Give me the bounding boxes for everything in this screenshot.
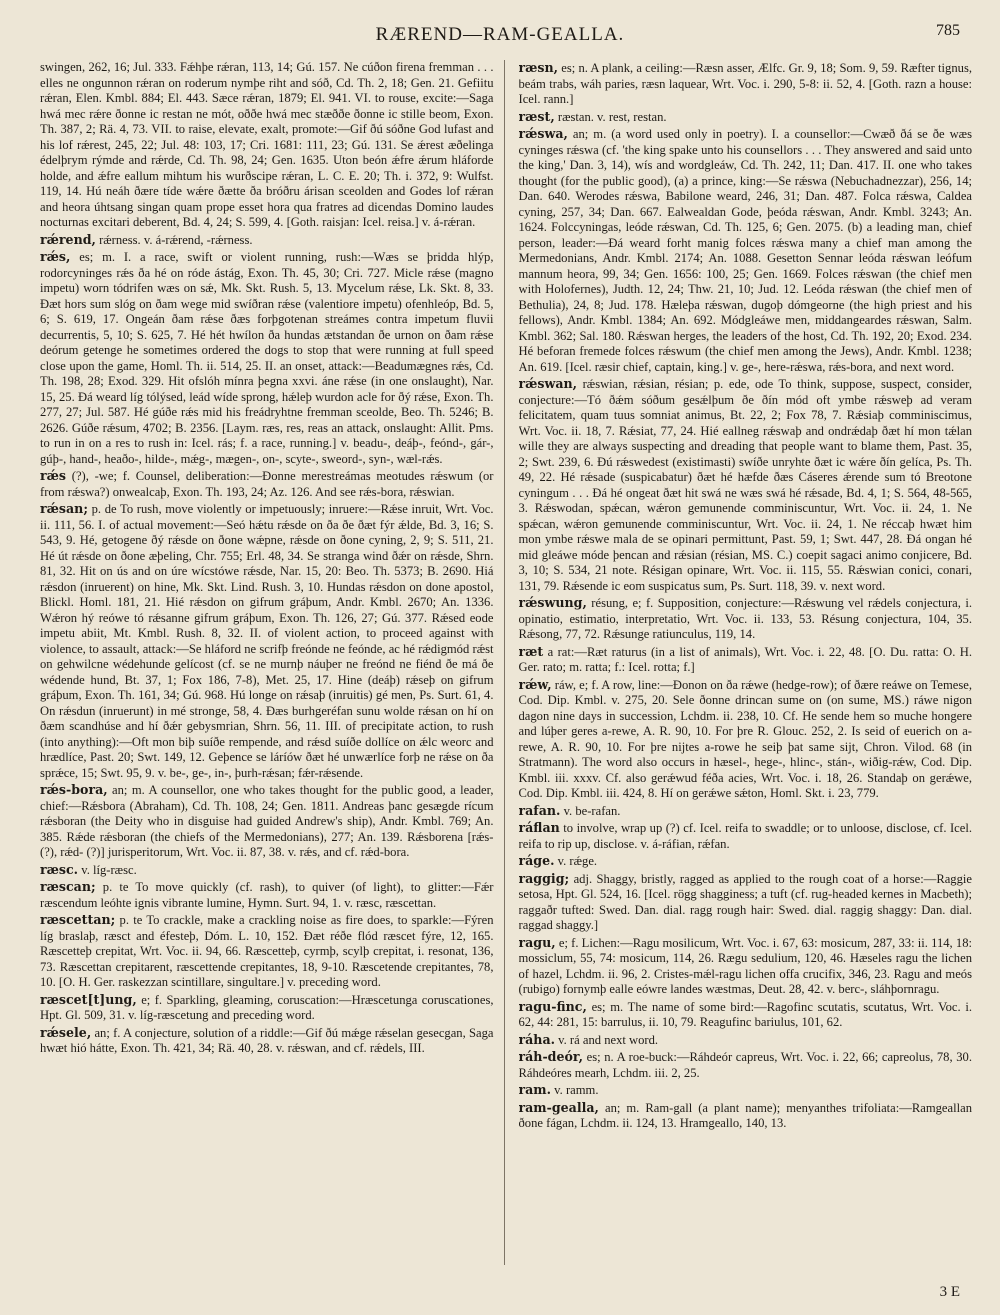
dictionary-entry xyxy=(40,992,494,1024)
entry-headword: rǽsele, xyxy=(40,1024,92,1040)
dictionary-entry xyxy=(40,501,494,781)
entry-headword: rǽswa, xyxy=(518,126,568,141)
entry-text: v. ramm. xyxy=(554,1083,599,1097)
page-header xyxy=(40,20,960,48)
dictionary-entry xyxy=(519,126,973,375)
entry-text: résung, e; f. Supposition, conjecture:—Rǽswung vel rǽdels conjectura, i. opinatio, estimatio, interpretatio, Wrt. Voc. ii. 133, 53. Résung conjectura, 104, 35. Rǽsong, 77, 72. Rǽsunge ratiunculus, 119, 14. xyxy=(518,596,972,641)
dictionary-entry xyxy=(519,871,973,934)
entry-headword: raggig; xyxy=(518,870,570,886)
entry-text: e; f. Sparkling, gleaming, coruscation:—Hræscetunga coruscationes, Hpt. Gl. 509, 31. v. líg-ræscetung and preceding word. xyxy=(40,992,494,1022)
entry-headword: rafan. xyxy=(518,802,561,818)
entry-text: p. te To crackle, make a crackling noise as fire does, to sparkle:—Fýren líg braslaþ, ræsct and éfesteþ, Dóm. L. 10, 152. Ðæt réðe flód ræscet fýre, 12, 165. Ræscetteþ crepitat, Wrt. Voc. ii. 94, 66. Ræscetteþ, cyrmþ, scylþ crepitat, i. resonat, 136, 73. Ræscettan crepitarent, ræscettende crepitantes, 18, 9-10. Ræscetende crepitantes, 78, 10. [O. H. Ger. raskezzan scintillare, singultare.] v. preceding word. xyxy=(40,913,494,989)
entry-text: v. rǽge. xyxy=(557,854,598,868)
entry-headword: ræscettan; xyxy=(40,912,116,927)
entry-headword: rǽs xyxy=(40,468,67,483)
entry-headword: ræst, xyxy=(518,108,555,124)
dictionary-entry xyxy=(519,595,973,643)
entry-text: p. te To move quickly (cf. rash), to quiver (of light), to glitter:—Fǽr ræscendum leóhte ignis vibrante lumine, Hymn. Surt. 94, 1. v. ræsc, ræscettan. xyxy=(40,880,494,910)
dictionary-entry xyxy=(519,677,973,802)
dictionary-entry xyxy=(519,1049,973,1081)
entry-text: rǽrness. v. á-rǽrend, -rǽrness. xyxy=(99,232,253,247)
entry-text: an; f. A conjecture, solution of a riddle:—Gif ðú mǽge rǽselan gesecgan, Saga hwæt hió hátte, Exon. Th. 421, 34; Rä. 40, 28. v. rǽswan, and cf. rǽdels, III. xyxy=(40,1025,494,1055)
entry-text: es; n. A roe-buck:—Ráhdeór capreus, Wrt. Voc. i. 22, 66; capreolus, 78, 30. Ráhdeóres mearh, Lchdm. iii. 2, 25. xyxy=(518,1050,972,1080)
entry-text: v. be-rafan. xyxy=(563,803,621,818)
entry-text: an; m. A counsellor, one who takes thought for the public good, a leader, chief:—Rǽsbora (Abraham), Cd. Th. 108, 24; Gen. 1811. Andreas þanc gesægde rícum rǽsboran (the Deity who in disguise had guided Andrew's ship), Andr. Kmbl. 769; An. 385. Rǽde rǽsboran (the chiefs of the Mermedonians), 277; An. 139. Rǽsborena [rǽs- (?), rǽd- (?)] jurisperitorum, Wrt. Voc. ii. 87, 38. v. rǽs, and cf. rǽd-bora. xyxy=(40,783,494,859)
entry-headword: ragu, xyxy=(518,934,556,950)
dictionary-entry xyxy=(40,249,494,467)
dictionary-entry xyxy=(40,1025,494,1057)
entry-text: es; m. The name of some bird:—Ragofinc scutatis, scutatus, Wrt. Voc. i. 62, 44: 281, 15: barrulus, ii. 10, 79. Reagufinc bariulus, 101, 62. xyxy=(518,999,972,1029)
entry-text: (?), -we; f. Counsel, deliberation:—Ðonne merestreámas meotudes rǽswum (or from rǽswa?) onwealcaþ, Exon. Th. 193, 24; Az. 126. And see rǽs-bora, rǽswian. xyxy=(40,469,494,499)
entry-headword: ragu-finc, xyxy=(518,998,587,1014)
entry-text: an; m. Ram-gall (a plant name); menyanthes trifoliata:—Ramgeallan ðone fágan, Lchdm. ii. 124, 13. Hramgeallo, 140, 13. xyxy=(518,1100,972,1130)
dictionary-entry xyxy=(40,879,494,911)
entry-text: v. rá and next word. xyxy=(558,1032,659,1047)
dictionary-entry xyxy=(40,232,494,249)
entry-text: es; n. A plank, a ceiling:—Ræsn asser, Ælfc. Gr. 9, 18; Som. 9, 59. Ræfter tignus, beám trabs, wáh paries, ræsn laquear, Wrt. Voc. i. 290, 5-8: ii. 52, 4. [Goth. razn a house: Icel. rann.] xyxy=(518,61,972,106)
dictionary-entry xyxy=(519,1082,973,1099)
dictionary-entry xyxy=(40,862,494,879)
entry-text: e; f. Lichen:—Ragu mosilicum, Wrt. Voc. i. 67, 63: mosicum, 287, 33: ii. 114, 18: mossiclum, 55, 74: mosicum, 114, 26. Rægu sedulium, 120, 46. Hæseles ragu the lichen of hazel, Lchdm. ii. 96, 2. Cristes-mǽl-ragu lichen offa crucifix, 346, 23. Ragu and meós (rubigo) fornymþ ealle eówre landes wæstmas, Deut. 28, 42. v. berc-, sláhþornragu. xyxy=(518,935,972,996)
running-head: RÆREND—RAM-GEALLA. xyxy=(375,24,625,45)
dictionary-entry xyxy=(519,803,973,820)
entry-headword: ræsc. xyxy=(40,861,79,877)
entry-headword: ram-gealla, xyxy=(518,1099,599,1115)
entry-text: to involve, wrap up (?) cf. Icel. reifa to swaddle; or to unloose, disclose, cf. Icel. reifa to rip up, disclose. v. á-ráfian, rǽfan. xyxy=(518,821,972,851)
entry-text: swingen, 262, 16; Jul. 333. Fǽhþe rǽran, 113, 14; Gú. 157. Ne cúðon firena fremman . . . elles ne ongunnon rǽran on roderum nymþe riht and sóð, Cd. Th. 2, 18; Gen. 21. Gefiitu rǽran, Elen. Kmbl. 884; El. 443. Sæce rǽran, 1879; El. 941. VI. to rouse, excite:—Saga hwá mec rǽre ðonne ic restan ne mót, oððe hwá mec stæððe ðonne ic stille beom, Exon. Th. 387, 2; Rä. 4, 73. VII. to raise, elevate, exalt, promote:—Gif ðú sóðne God lufast and his lof rǽrest, 245, 22; Jul. 48: 103, 17; Cri. 1681: 111, 23; Gú. 131. Se ǽrest æðelinga édelþrym rýmde and rǽrde, Cd. Th. 98, 24; Gen. 1635. Uton beón ǽfre ǽrum hláforde holde, and ǽfre eallum mihtum his wurðscipe rǽran, L. C. E. 20; Th. i. 372, 9: Wulfst. 119, 14. Hú neáh ðære tíde wǽre ðætte ða bróðru árisan sceolden and Godes lof rǽran and heora úhtsang singan quam prope esset hora qua fratres ad dicendas Domino laudes nocturnas excitari deberent, Bd. 4, 24; S. 599, 4. [Goth. raisjan: Icel. reisa.] v. á-rǽran. xyxy=(40,60,494,229)
right-column xyxy=(519,60,973,1265)
dictionary-entry xyxy=(519,1100,973,1132)
dictionary-entry xyxy=(519,1032,973,1049)
entry-headword: rǽrend, xyxy=(40,231,96,247)
entry-headword: ráha. xyxy=(518,1031,555,1047)
entry-text: v. líg-ræsc. xyxy=(81,862,137,877)
dictionary-entry xyxy=(40,782,494,861)
entry-text: ráw, e; f. A row, line:—Ðonon on ða rǽwe (hedge-row); of ðære reáwe on Temese, Cod. Dip. Kmbl. v. 275, 20. Sele ðonne drincan sume on (on sume, MS.) ráwe nigon dagon nine days in succession, Lchdm. ii. 238, 10. Cf. He sende hem so muche hongere and lúþer geres a-rewe, A. R. 90, 10. For þre R. Glouc. 252, 2. Is seid of euerich on a-rewe, A. R. 90, 10. For þre nijtes a-rowe he seiþ þat same sijt, Chron. Vilod. 68 (in Stratmann). The word also occurs in hæsel-, hege-, hlinc-, stán-, wiðig-rǽw, Cod. Dip. Kmbl. iii. xxxv. Cf. also gerǽwud féða acies, Wrt. Voc. i. 18, 26. Standaþ on gerǽwe, Cod. Dip. Kmbl. iii. 424, 8. Hí on gerǽwe sǽton, Homl. Skt. i. 23, 779. xyxy=(518,677,972,800)
entry-text: an; m. (a word used only in poetry). I. a counsellor:—Cwæð ðá se ðe wæs cyninges rǽswa (cf. 'the king spake unto his counsellors . . . They answered and said unto the king,' Dan. 3, 14), wís and wordgleáw, Cd. Th. 242, 11; Dan. 417. II. one who takes thought (for the public good), (a) a prince, king:—Se rǽswa (Nebuchadnezzar), 256, 14; Dan. 640. Werodes rǽswa, Babilone weard, 246, 31; Dan. 487. Folca rǽswa, Caldea cyning, 257, 34; Dan. 667. Ealwealdan Gode, þeóda rǽswan, Andr. Kmbl. 3243; An. 1624. Folccyningas, leóde rǽswan, Cd. Th. 125, 6; Gen. 2075. (b) a leading man, chief person, leader:—Ðá weard forht manig folces rǽswa many a chief man among the Mermedonians, Andr. Kmbl. 2174; An. 1088. Gesetton Sennar leóda rǽswan leófum mannum heora, 99, 34; Gen. 1656: 100, 25; Gen. 1669. Folces rǽswan (the chief men with Holofernes), Judth. 12, 24; Thw. 21, 10; Jud. 12. Leóda rǽswan (the chief men of Bethulia), 24, 8; Jud. 178. Hæleþa rǽswan, dugoþ dómgeorne (the high priest and his fellows), Andr. Kmbl. 1384; An. 692. Módgleáwe men, middangeardes rǽswan, Salm. Kmbl. 362; Sal. 180. Rǽswan herges, the leaders of the host, Cd. Th. 192, 20; Exod. 234. Hé beforan fremede folces rǽswum (the chief men among the Jews), Andr. Kmbl. 1238; An. 619. [Icel. ræsir chief, captain, king.] v. ge-, here-rǽswa, rǽs-bora, and next word. xyxy=(518,127,972,374)
entry-headword: ráh-deór, xyxy=(518,1049,583,1064)
entry-text: ræstan. v. rest, restan. xyxy=(557,109,667,124)
page-number: 785 xyxy=(936,22,960,39)
entry-headword: rǽs, xyxy=(40,249,71,264)
left-column xyxy=(40,60,505,1265)
dictionary-entry xyxy=(519,60,973,108)
entry-headword: rǽswan, xyxy=(518,376,578,391)
entry-text: a rat:—Ræt raturus (in a list of animals), Wrt. Voc. i. 22, 48. [O. Du. ratta: O. H. Ger. rato; m. ratta; f.: Icel. rotta; f.] xyxy=(518,644,972,674)
dictionary-entry xyxy=(519,935,973,998)
entry-headword: rǽs-bora, xyxy=(40,782,108,797)
entry-headword: rǽsan; xyxy=(40,501,88,516)
entry-headword: ráge. xyxy=(518,853,555,868)
entry-text: adj. Shaggy, bristly, ragged as applied to the rough coat of a horse:—Raggie setosa, Hpt. Gl. 524, 16. [Icel. rögg shagginess; a tuft (cf. rug-headed kernes in Macbeth); raggaðr tufted: Swed. Dan. dial. ragg rough hair: Swed. dial. raggig shaggy: Dan. dial. raggad shaggy.] xyxy=(518,871,972,932)
dictionary-entry xyxy=(40,468,494,500)
signature-mark: 3 E xyxy=(939,1284,960,1300)
entry-headword: ræscet[t]ung, xyxy=(40,991,137,1007)
entry-text: p. de To rush, move violently or impetuously; inruere:—Rǽse inruit, Wrt. Voc. ii. 111, 56. I. of actual movement:—Seó hǽtu rǽsde on ða ðe ðæt fýr ǽlde, Bd. 3, 16; S. 543, 9. Hé, getogene ðý rǽsde on ðone wǽpne, rǽsde on ðone cyning, 2, 9; S. 511, 21. Hé út rǽsde on ðone æþeling, Chr. 755; Erl. 48, 34. Se stranga wind ðǽr on rǽsde, Shrn. 81, 32. Hit on ús and on úre wícstówe rǽsde, Nar. 15, 20: Beo. Th. 5373; B. 2690. Hiá rǽsdon (inruerent) on hine, Mk. Skt. Lind. Rush. 3, 10. Hundas rǽsdon on done apostol, Blickl. Homl. 181, 21. Hié rǽsdon on gifrum gráþum, Andr. Kmbl. 2670; An. 1336. Wǽron hý reówe tó rǽsanne gifrum gráþum, Exon. Th. 126, 27; Gú. 377. Rǽsed eode impetu abiit, Mt. Kmbl. Rush. 8, 32. II. of violent action, to proceed against with violence, to assault, attack:—Se hláford ne scrifþ freónde ne feónde, ac hé rǽdigmód rǽst on gehwilcne wédehunde gelícost (cf. se ne murnþ náuþer ne freónd ne fiénd ðe má ðe wédende hund, Bt. 37, 1; Fox 186, 7-8), Met. 25, 17. Hine (deáþ) rǽseþ on gifrum gráþum, Exon. Th. 161, 34; Gú. 968. Hú longe on rǽsaþ (inruitis) gé men, Ps. Surt. 61, 4. On rǽsdun (inruerunt) in mé stronge, 58, 4. Ðæs burhgeréfan sunu wolde rǽsan on hí on ðæm scandhúse and hí ðǽr gebysmrian, Shrn. 56, 11. III. of precipitate action, to rush (into anything):—Oft mon biþ suíðe rempende, and rǽsd suíðe dollíce on ǽlc weorc and hrædlíce, Past. 20; Swt. 149, 12. Geþence se láríów ðæt hé unwærlíce forþ ne rǽse on ða sprǽce, 15; Swt. 95, 9. v. be-, ge-, in-, þurh-rǽsan; fǽr-rǽsende. xyxy=(40,502,494,780)
dictionary-entry xyxy=(519,644,973,676)
entry-headword: ræscan; xyxy=(40,879,96,894)
entry-headword: rǽw, xyxy=(518,676,552,692)
dictionary-entry xyxy=(519,376,973,594)
dictionary-entry xyxy=(40,60,494,231)
dictionary-entry xyxy=(40,912,494,991)
entry-headword: ræt xyxy=(518,643,544,659)
entry-headword: ram. xyxy=(518,1082,552,1097)
dictionary-entry xyxy=(519,820,973,852)
entry-text: es; m. I. a race, swift or violent running, rush:—Wæs se þridda hlýp, rodorcyninges rǽs ða hé on róde ástág, Exon. Th. 45, 30; Cri. 727. Micle rǽse (magno impetu) worn tódrifen wæs on sǽ, Mk. Skt. Rush. 5, 13. Mycelum rǽse, Lk. Skt. 8, 33. Ðæt hors sum slóg on ðam wege mid swíðran rǽse (valentiore impetu) ofenhleóp, Bd. 5, 6; S. 619, 17. Ongeán ðam rǽse ðæs forþgotenan streámes contra impetum fluvii decurrentis, 5, 10; S. 625, 7. Hé hét hwílon ða hundas ætstandan ðe urnon on ðam rǽse deórum getenge he sometimes ordered the dogs to stop that were running at full speed close upon the game, Homl. Th. ii. 514, 25. II. an onset, attack:—Beadumægnes rǽs, Cd. Th. 198, 28; Exod. 329. Hit ofslóh mínra þegna xxvi. áne rǽse (in one onslaught), Nar. 15, 25. Ðá weard líg tólýsed, leád wíde sprong, hǽleþ wurdon acle for ðý rǽse, Exon. Th. 277, 27; Jul. 587. Hé gúðe rǽs mid his freádryhtne fremman sceolde, Beo. Th. 5246; B. 2626. Gúðe rǽsum, 4702; B. 2356. [Laym. ræs, res, reas an attack, onslaught: Allit. Pms. to run in on a res to rush in: Icel. rás; f. a race, running.] v. beadu-, deáþ-, feónd-, gár-, gúþ-, hand-, heaðo-, hilde-, mǽg-, mægen-, on-, scyte-, sweord-, syn-, wæl-rǽs. xyxy=(40,250,494,466)
entry-headword: ráflan xyxy=(518,820,560,835)
entry-headword: rǽswung, xyxy=(518,595,587,610)
entry-headword: ræsn, xyxy=(518,60,559,75)
text-columns xyxy=(40,60,972,1265)
dictionary-entry xyxy=(519,109,973,126)
dictionary-entry xyxy=(519,853,973,870)
entry-text: rǽswian, rǽsian, résian; p. ede, ode To think, suppose, suspect, consider, conjecture:—Tó ðǽm sóðum gesǽlþum ðe ðín mód oft ymbe rǽsweþ ad veram felicitatem, quam tuus somniat animus, Bt. 22, 2; Fox 78, 7. Rǽsiaþ comminiscimus, Wrt. Voc. ii. 18, 7. Rǽsiat, 77, 24. Hié eallneg rǽswaþ and ondrǽdaþ ðæt hí mon tǽlan wille they are always suspecting and dreading that people want to blame them, Past. 35, 2; Swt. 239, 6. Ðú rǽswedest (existimasti) swíðe unryhte ðæt ic wǽre ðín gelíca, Ps. Th. 49, 22. Hé rǽsade (suspicabatur) ðæt hé hæfde ðæs Cáseres ǽrende sum tó Breotone cyningum . . . Ðá hé ongeat ðæt hit swá ne wæs swá hé rǽsade, Bd. 4, 1; S. 564, 48-565, 3. Rǽswodan, spǽcan, wǽron gemunende comminiscuntur, Wrt. Voc. ii. 24, 1. Ne spǽcan, wǽron gemunende comminiscuntur, Wrt. Voc. ii. 24, 1. Ne réccaþ hwæt him mon ymbe rǽswe mala de se opinari permittunt, Past. 59, 1; Swt. 447, 28. Ðá ongan hé mid gleáwe móde þencan and rǽsian (résian, MS. C.) coepit sagaci animo conjicere, Bd. 3, 10; S. 534, 21 note. Résigan opinare, Wrt. Voc. ii. 115, 55. Rǽswian conici, conari, 131, 79. Rǽsende ic eom suspicatus sum, Ps. Surt. 118, 39. v. next word. xyxy=(518,377,972,593)
dictionary-entry xyxy=(519,999,973,1031)
